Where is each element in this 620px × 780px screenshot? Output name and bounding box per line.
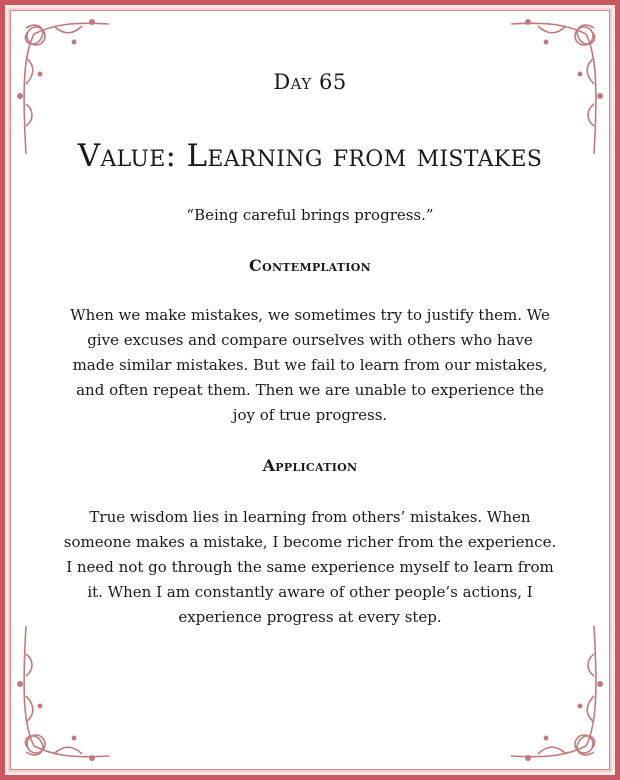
contemplation-heading: Contemplation bbox=[249, 256, 371, 275]
page-title: Value: Learning from mistakes bbox=[77, 138, 543, 174]
text-line: experience progress at every step. bbox=[178, 608, 442, 626]
text-line: joy of true progress. bbox=[232, 406, 388, 424]
text-line: I need not go through the same experience myself to learn from bbox=[66, 558, 554, 576]
day-label: Day 65 bbox=[273, 70, 347, 94]
text-line: and often repeat them. Then we are unable to experience the bbox=[76, 381, 544, 399]
text-line: someone makes a mistake, I become richer from the experience. bbox=[63, 533, 557, 551]
contemplation-text bbox=[40, 303, 580, 428]
text-line: give excuses and compare ourselves with others who have bbox=[87, 331, 533, 349]
corner-ornament-icon bbox=[14, 616, 118, 766]
text-line: True wisdom lies in learning from others’ mistakes. When bbox=[89, 508, 531, 526]
application-heading: Application bbox=[262, 456, 358, 475]
corner-ornament-icon bbox=[502, 616, 606, 766]
text-line: it. When I am constantly aware of other people’s actions, I bbox=[87, 583, 533, 601]
quote: “Being careful brings progress.” bbox=[186, 206, 434, 224]
text-line: When we make mistakes, we sometimes try to justify them. We bbox=[70, 306, 550, 324]
text-line: made similar mistakes. But we fail to learn from our mistakes, bbox=[72, 356, 548, 374]
application-text bbox=[40, 505, 580, 630]
